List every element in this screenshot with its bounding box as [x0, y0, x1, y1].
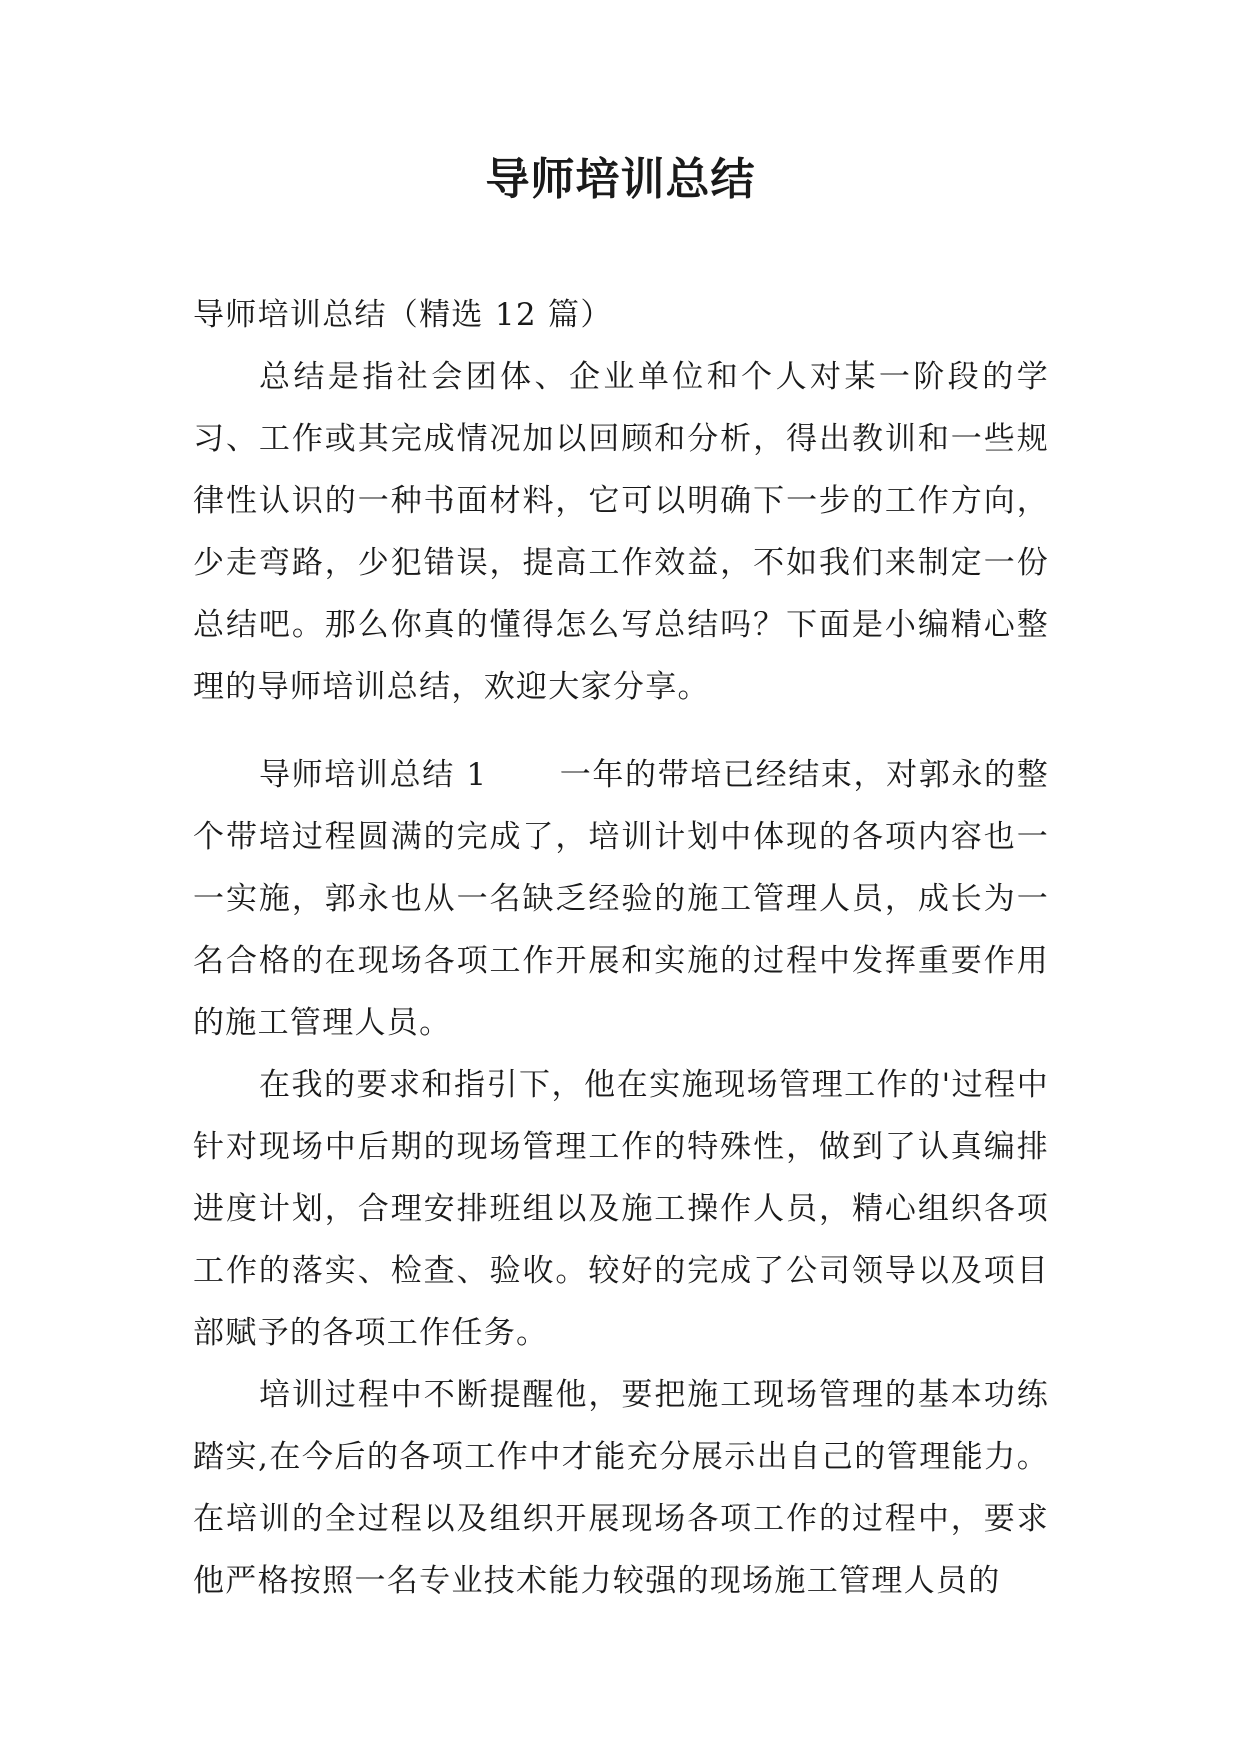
- section-1-text-1: 一年的带培已经结束，对郭永的整个带培过程圆满的完成了，培训计划中体现的各项内容也一一实施，郭永也从一名缺乏经验的施工管理人员，成长为一名合格的在现场各项工作开展和实施的过程中发挥重要作用的施工管理人员。: [193, 757, 1049, 1041]
- section-1-paragraph-1: [193, 744, 1049, 1054]
- section-1-heading: 导师培训总结 1: [259, 757, 488, 793]
- section-1-paragraph-2: 在我的要求和指引下，他在实施现场管理工作的'过程中针对现场中后期的现场管理工作的特殊性，做到了认真编排进度计划，合理安排班组以及施工操作人员，精心组织各项工作的落实、检查、验收。较好的完成了公司领导以及项目部赋予的各项工作任务。: [193, 1067, 1049, 1351]
- section-1-paragraph-3: 培训过程中不断提醒他，要把施工现场管理的基本功练踏实,在今后的各项工作中才能充分展示出自己的管理能力。在培训的全过程以及组织开展现场各项工作的过程中，要求他严格按照一名专业技术能力较强的现场施工管理人员的: [193, 1377, 1049, 1599]
- document-subtitle: 导师培训总结（精选 12 篇）: [193, 297, 613, 333]
- document-title: 导师培训总结: [485, 154, 756, 205]
- intro-paragraph: 总结是指社会团体、企业单位和个人对某一阶段的学习、工作或其完成情况加以回顾和分析，得出教训和一些规律性认识的一种书面材料，它可以明确下一步的工作方向，少走弯路，少犯错误，提高工作效益，不如我们来制定一份总结吧。那么你真的懂得怎么写总结吗？下面是小编精心整理的导师培训总结，欢迎大家分享。: [193, 359, 1049, 705]
- section-1: [193, 744, 1049, 1612]
